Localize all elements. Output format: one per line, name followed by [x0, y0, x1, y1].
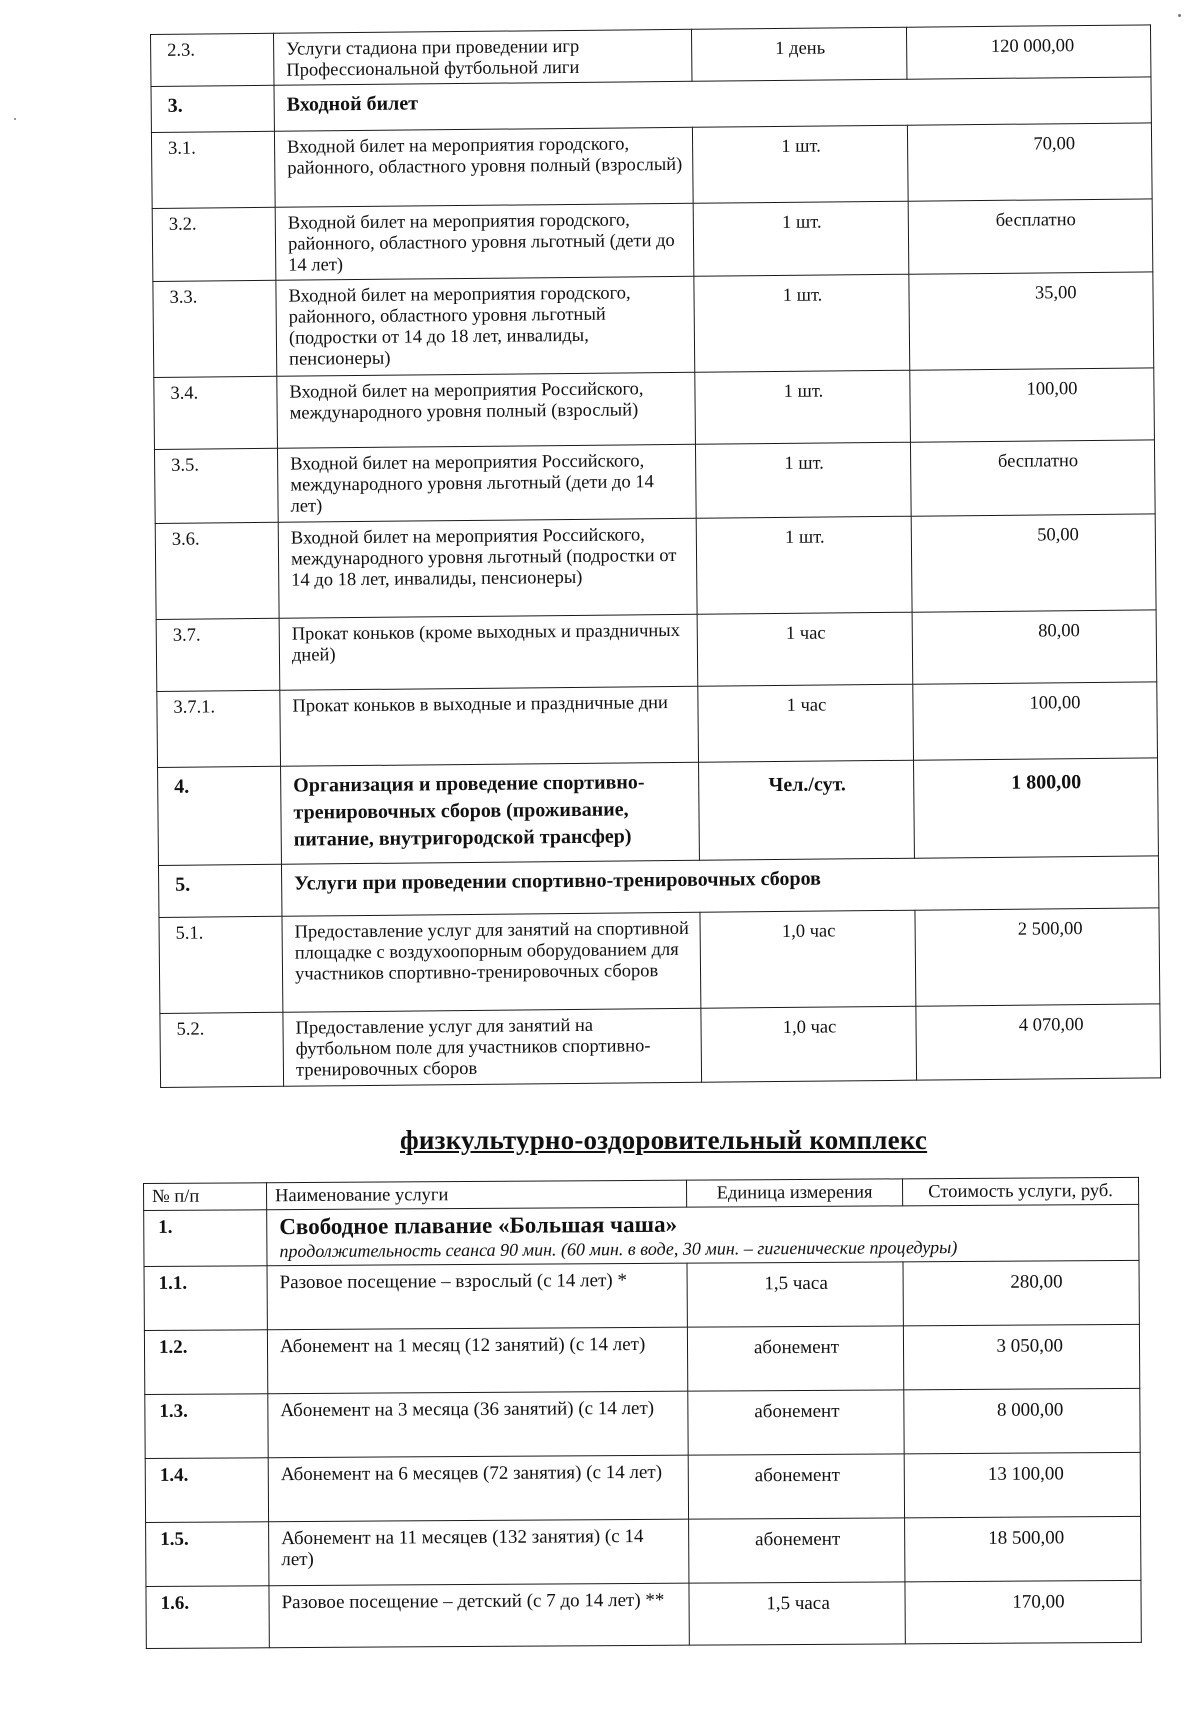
section-title: Организация и проведение спортивно-тренировочных сборов (проживание, питание, внутригородской трансфер) [281, 762, 700, 864]
section-row [144, 1204, 1139, 1266]
row-number: 1.2. [144, 1330, 267, 1395]
header-num: № п/п [144, 1183, 267, 1211]
service-unit: 1 шт. [695, 442, 911, 518]
service-name: Прокат коньков в выходные и праздничные дни [280, 686, 699, 766]
service-unit: Чел./сут. [699, 760, 915, 860]
price-table-top [150, 24, 1161, 1088]
header-price: Стоимость услуги, руб. [902, 1177, 1138, 1205]
row-number: 5. [158, 864, 281, 917]
table-row [153, 272, 1154, 378]
service-price: 100,00 [913, 682, 1158, 760]
service-unit: 1 час [698, 684, 914, 762]
row-number: 3.1. [151, 131, 275, 208]
table-row [144, 1324, 1139, 1394]
service-name: Входной билет на мероприятия городского, районного, областного уровня льготный (дети до 14 лет) [275, 203, 694, 280]
service-price: 3 050,00 [903, 1324, 1139, 1389]
service-price: 13 100,00 [904, 1452, 1140, 1517]
service-unit: 1 шт. [693, 201, 909, 276]
table-row [159, 908, 1160, 1014]
service-name: Входной билет на мероприятия городского, районного, областного уровня льготный (подростки от 14 до 18 лет, инвалиды, пенсионеры) [276, 276, 695, 376]
table-row [145, 1452, 1140, 1522]
table-row [145, 1388, 1140, 1458]
row-number: 3.2. [152, 207, 276, 281]
section-title: Услуги при проведении спортивно-тренировочных сборов [281, 856, 1158, 916]
table-row [156, 610, 1157, 692]
row-number: 5.2. [160, 1012, 284, 1087]
table-row [160, 1004, 1161, 1088]
service-price: 50,00 [911, 514, 1156, 612]
row-number: 3.4. [154, 376, 278, 449]
section-title: Входной билет [274, 77, 1151, 131]
scan-speck [1178, 14, 1181, 17]
row-number: 1.6. [146, 1586, 269, 1649]
service-unit: абонемент [688, 1390, 904, 1455]
service-price: 120 000,00 [906, 25, 1150, 79]
table-row [154, 368, 1155, 450]
service-unit: абонемент [687, 1326, 903, 1391]
service-name: Абонемент на 1 месяц (12 занятий) (с 14 лет) [267, 1327, 687, 1394]
row-number: 4. [158, 766, 282, 865]
row-number: 5.1. [159, 916, 283, 1013]
scan-speck [14, 118, 16, 120]
row-number: 3.3. [153, 280, 277, 377]
service-name: Разовое посещение – детский (с 7 до 14 лет) ** [269, 1583, 689, 1648]
service-name: Абонемент на 11 месяцев (132 занятия) (с 14 лет) [269, 1519, 689, 1586]
service-price: 4 070,00 [916, 1004, 1161, 1080]
table-row [152, 199, 1153, 282]
section-heading: физкультурно-оздоровительный комплекс [400, 1125, 928, 1155]
service-unit: 1,5 часа [689, 1582, 905, 1645]
section-cell [267, 1204, 1139, 1265]
service-price: 8 000,00 [904, 1388, 1140, 1453]
service-price: 1 800,00 [914, 758, 1159, 858]
service-unit: 1,0 час [700, 910, 916, 1008]
service-unit: абонемент [688, 1454, 904, 1519]
service-name: Входной билет на мероприятия Российского, международного уровня льготный (подростки от 14 до 18 лет, инвалиды, пенсионеры) [278, 518, 697, 618]
table-row [146, 1516, 1141, 1586]
section-row [158, 758, 1159, 866]
service-unit: 1 шт. [696, 516, 912, 614]
row-number: 3.5. [154, 448, 278, 523]
section-title: Свободное плавание «Большая чаша» [279, 1211, 678, 1240]
row-number: 3.7.1. [157, 690, 281, 767]
row-number: 3. [151, 85, 274, 132]
service-unit: 1 день [691, 27, 906, 81]
section-subtitle: продолжительность сеанса 90 мин. (60 мин. в воде, 30 мин. – гигиенические процедуры) [279, 1237, 958, 1262]
header-name: Наименование услуги [267, 1180, 687, 1210]
service-price: 2 500,00 [915, 908, 1160, 1006]
service-name: Прокат коньков (кроме выходных и праздничных дней) [279, 614, 698, 690]
row-number: 1.3. [145, 1394, 268, 1459]
service-name: Предоставление услуг для занятий на футбольном поле для участников спортивно-тренировочных сборов [283, 1008, 702, 1086]
table-row [157, 682, 1158, 768]
service-price: 170,00 [905, 1580, 1141, 1643]
service-name: Услуги стадиона при проведении игр Профессиональной футбольной лиги [273, 29, 691, 85]
service-unit: абонемент [689, 1518, 905, 1583]
service-price: 100,00 [910, 368, 1155, 442]
service-unit: 1 шт. [695, 370, 911, 444]
row-number: 1.1. [144, 1266, 267, 1331]
section-row [158, 856, 1158, 918]
service-price: бесплатно [908, 199, 1153, 274]
price-table-bottom [143, 1177, 1142, 1649]
service-price: 280,00 [903, 1260, 1139, 1325]
service-unit: 1,0 час [701, 1006, 917, 1082]
row-number: 1. [144, 1210, 267, 1267]
service-price: 80,00 [912, 610, 1157, 684]
header-unit: Единица измерения [686, 1179, 902, 1207]
service-name: Абонемент на 6 месяцев (72 занятия) (с 14 лет) [268, 1455, 688, 1522]
service-price: 70,00 [907, 123, 1152, 201]
service-name: Входной билет на мероприятия Российского, международного уровня льготный (дети до 14 лет) [277, 444, 696, 522]
row-number: 3.7. [156, 618, 280, 691]
row-number: 1.4. [145, 1458, 268, 1523]
table-row [144, 1260, 1139, 1330]
service-name: Входной билет на мероприятия Российского, международного уровня полный (взрослый) [277, 372, 696, 448]
service-unit: 1 час [697, 612, 913, 686]
service-name: Абонемент на 3 месяца (36 занятий) (с 14 лет) [268, 1391, 688, 1458]
service-price: 35,00 [909, 272, 1154, 370]
table-row [146, 1580, 1141, 1648]
service-unit: 1,5 часа [687, 1262, 903, 1327]
row-number: 2.3. [151, 33, 274, 86]
row-number: 1.5. [146, 1522, 269, 1587]
table-row [154, 440, 1155, 524]
service-price: 18 500,00 [905, 1516, 1141, 1581]
row-number: 3.6. [155, 522, 279, 619]
table-row [151, 123, 1152, 209]
service-price: бесплатно [910, 440, 1155, 516]
table-row [155, 514, 1156, 620]
service-unit: 1 шт. [692, 125, 908, 203]
service-name: Предоставление услуг для занятий на спортивной площадке с воздухоопорным оборудованием для участников спортивно-тренировочных сборов [282, 912, 701, 1012]
table-row [151, 25, 1151, 87]
service-name: Входной билет на мероприятия городского, районного, областного уровня полный (взрослый) [274, 127, 693, 207]
service-unit: 1 шт. [694, 274, 910, 372]
service-name: Разовое посещение – взрослый (с 14 лет) * [267, 1263, 687, 1330]
